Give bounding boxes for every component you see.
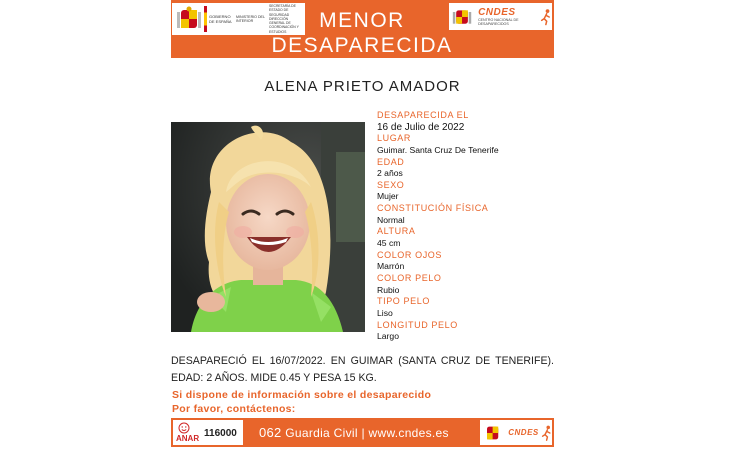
cndes-name: CNDES	[478, 7, 516, 18]
footer-cndes-name: CNDES	[508, 428, 539, 437]
value-place: Guimar. Santa Cruz De Tenerife	[377, 144, 499, 155]
runner-icon	[540, 7, 552, 27]
poster-header	[171, 0, 554, 58]
label-sex: SEXO	[377, 179, 405, 190]
poster-footer	[171, 418, 554, 447]
coat-of-arms-icon	[452, 6, 472, 28]
value-hair-color: Rubio	[377, 284, 400, 295]
spain-coat-of-arms-icon	[176, 6, 202, 32]
child-portrait-image	[171, 122, 365, 332]
anar-number: 116000	[204, 428, 237, 439]
label-hair-color: COLOR PELO	[377, 273, 442, 284]
label-hair-type: TIPO PELO	[377, 296, 430, 307]
person-name: ALENA PRIETO AMADOR	[264, 78, 461, 95]
label-missing-date: DESAPARECIDA EL	[377, 110, 469, 120]
missing-person-poster	[171, 0, 554, 449]
value-age: 2 años	[377, 168, 403, 179]
footer-cndes-logo	[480, 420, 552, 445]
value-hair-length: Largo	[377, 331, 399, 342]
website-link[interactable]: www.cndes.es	[368, 426, 449, 440]
cndes-logo	[449, 3, 552, 30]
label-age: EDAD	[377, 156, 405, 167]
label-hair-length: LONGITUD PELO	[377, 319, 458, 330]
footer-contact-line	[259, 425, 449, 440]
gov-text-3b: DIRECCIÓN GENERAL DE COORDINACIÓN Y ESTUDIOS	[269, 16, 299, 34]
person-photo	[171, 122, 365, 332]
anar-label: ANAR	[176, 434, 200, 443]
title-line-2: DESAPARECIDA	[271, 34, 453, 57]
guardia-civil-label: Guardia Civil	[285, 426, 358, 440]
phone-number[interactable]: 062	[259, 425, 282, 440]
cndes-wordmark	[478, 7, 538, 26]
value-hair-type: Liso	[377, 307, 393, 318]
footer-cndes-wordmark	[508, 428, 539, 437]
label-place: LUGAR	[377, 133, 412, 144]
footer-coat-of-arms-icon	[483, 422, 502, 444]
poster-title	[267, 8, 457, 58]
footer-runner-icon	[541, 423, 552, 443]
value-build: Normal	[377, 214, 405, 225]
label-build: CONSTITUCIÓN FÍSICA	[377, 203, 489, 214]
anar-logo	[173, 420, 243, 445]
label-eye-color: COLOR OJOS	[377, 249, 443, 260]
contact-call-line-2: Por favor, contáctenos:	[172, 403, 296, 415]
description-text: DESAPARECIÓ EL 16/07/2022. EN GUIMAR (SANTA CRUZ DE TENERIFE). EDAD: 2 AÑOS. MIDE 0.45 Y PESA 15 KG.	[171, 355, 554, 384]
footer-separator: |	[361, 426, 365, 440]
details-panel	[377, 110, 552, 343]
gov-text-1: GOBIERNO DE ESPAÑA	[209, 14, 232, 24]
value-missing-date: 16 de Julio de 2022	[377, 121, 465, 133]
label-height: ALTURA	[377, 226, 416, 237]
value-height: 45 cm	[377, 237, 401, 248]
value-sex: Mujer	[377, 191, 399, 202]
contact-call-line-1: Si dispone de información sobre el desaparecido	[172, 389, 432, 401]
value-eye-color: Marrón	[377, 261, 405, 272]
title-line-1: MENOR	[319, 9, 405, 32]
gov-text-3a: SECRETARÍA DE ESTADO DE SEGURIDAD	[269, 4, 296, 17]
gov-text-2: MINISTERIO DEL INTERIOR	[236, 14, 265, 23]
smiley-face-icon	[178, 422, 190, 434]
spain-flag-bar	[204, 6, 207, 32]
cndes-subtitle: CENTRO NACIONAL DE DESAPARECIDOS	[478, 18, 519, 26]
